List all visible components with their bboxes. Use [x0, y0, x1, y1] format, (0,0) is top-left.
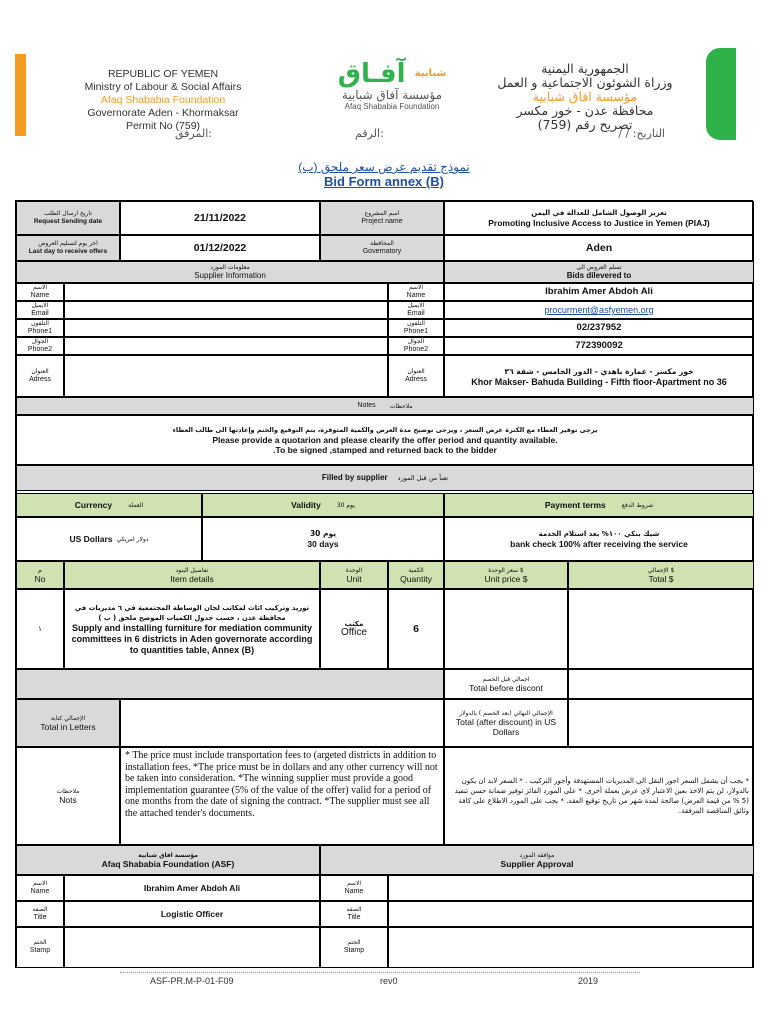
governorate-label: [320, 235, 444, 261]
value: Ibrahim Amer Abdoh Ali: [545, 286, 653, 297]
form-title-en: Bid Form annex (B): [324, 174, 444, 189]
unit-en: Office: [341, 626, 367, 638]
label-ar: مؤسسة افاق شبابية: [138, 851, 198, 859]
label-ar: تسلم العروض الى: [576, 263, 622, 271]
label-ar: الاسم: [32, 879, 48, 887]
label-en: Bids dilevered to: [566, 270, 632, 280]
label-ar: الاسم: [408, 283, 424, 291]
header-green-bar: [706, 48, 736, 140]
label-en: Afaq Shababia Foundation (ASF): [101, 858, 235, 869]
value: Ibrahim Amer Abdoh Ali: [143, 883, 241, 893]
label-ar: الكمية: [408, 566, 424, 574]
conditions-ar: [444, 747, 754, 845]
label-ar: الاسم: [32, 283, 48, 291]
label-ar: اخر يوم لتسليم العروض: [38, 239, 98, 247]
supplier-address-label: [16, 355, 64, 397]
validity-value[interactable]: [202, 517, 444, 561]
col-qty-header: [388, 561, 444, 589]
supplier-sign-name-field[interactable]: [388, 875, 754, 901]
total-letters-label: [16, 699, 120, 747]
value: Logistic Officer: [160, 909, 224, 919]
label-ar: تعبأ من قبل المورد: [397, 473, 449, 482]
notes-header: [16, 397, 754, 415]
label-en: Name: [30, 291, 50, 299]
total-after-label: [444, 699, 568, 747]
procurement-email-link[interactable]: procurment@asfyemen.org: [544, 305, 654, 315]
label-ar: موافقه المورد: [519, 851, 555, 859]
receiver-address-label: [388, 355, 444, 397]
label-ar: اجمالي قبل الخصم: [482, 675, 530, 683]
label-en: Notes: [357, 402, 376, 409]
label-en: Unit price $: [484, 573, 528, 584]
total-after-field[interactable]: [568, 699, 754, 747]
item-quantity: [388, 589, 444, 669]
label-en: Total $: [648, 573, 674, 584]
value: 02/237952: [576, 322, 622, 333]
header-left-line: Permit No (759): [125, 120, 201, 132]
header-left-line: REPUBLIC OF YEMEN: [107, 68, 219, 80]
label-ar: الاسم: [346, 879, 362, 887]
label-ar: م: [38, 566, 42, 574]
label-ar: الإجمالي $: [647, 566, 675, 574]
header-right-line: مؤسسة افاق شبابية: [532, 89, 638, 104]
supplier-phone1-label: [16, 319, 64, 337]
label-en: Project name: [361, 217, 403, 225]
label-en: Email: [407, 309, 425, 317]
label-ar: معلومات المورد: [210, 263, 250, 271]
label-en: No: [34, 573, 46, 584]
label-ar: ملاحظات: [56, 787, 80, 795]
supplier-sign-name-label: [320, 875, 388, 901]
col-no-header: [16, 561, 64, 589]
conditions-text-en: * The price must include transportation fees to (argeted districts in addition to installation fees. *The price must be in dollars and any other currency will not be taken into consideration. *The winning supplier must provide a good implementation guarantee (5% of the value of the offer) valid for a period of one months from the date of signing the contract. *The supplier must see all the attached tender's documents.: [125, 750, 438, 819]
currency-value[interactable]: [16, 517, 202, 561]
label-en: Email: [31, 309, 49, 317]
project-name-value: [444, 201, 754, 235]
foundation-logo: [322, 60, 462, 111]
value: 6: [413, 623, 419, 635]
label-en: Governatory: [362, 247, 402, 255]
notes-ar: يرجى توفير العطاء مع الكترة عرض السعر ، ويرجى توضيح مدة العرض والكمية المتوفرة، يتم التوقيع والختم وإعادتها الى طالب العطاء: [172, 425, 598, 434]
value: 01/12/2022: [193, 242, 247, 254]
supplier-info-header: [16, 261, 444, 283]
label-ar: اسم المشروع: [364, 209, 400, 217]
item-unit: [320, 589, 388, 669]
label-en: Total (after discount) in US Dollars: [455, 716, 557, 737]
asf-title-value: [64, 901, 320, 927]
total-before-label: [444, 669, 568, 699]
header-right-line: محافظة عدن - خور مكسر: [516, 103, 654, 118]
project-name-label: [320, 201, 444, 235]
label-ar: الإجمالي كتابة: [50, 714, 86, 722]
receiver-phone2-label: [388, 337, 444, 355]
label-en: Title: [33, 913, 47, 921]
footer-year: 2019: [578, 976, 599, 986]
label-ar: الختم: [347, 939, 361, 946]
receiver-phone1-value: [444, 319, 754, 337]
label-en: Currency: [74, 500, 113, 510]
label-ar: تفاصيل البنود: [175, 566, 209, 574]
header-right-line: الجمهورية اليمنية: [541, 61, 629, 76]
asf-stamp-label: [16, 927, 64, 968]
receiver-email-value: [444, 301, 754, 319]
label-en: Item details: [170, 573, 214, 584]
currency-header: [16, 493, 202, 517]
receiver-email-label: [388, 301, 444, 319]
value-ar: خور مكسر - عمارة باهدي - الدور الخامس - شقة ٣٦: [504, 366, 694, 376]
item-total-field[interactable]: [568, 589, 754, 669]
payment-terms-header: [444, 493, 754, 517]
supplier-sign-title-label: [320, 901, 388, 927]
logo-main: آفـاق: [337, 59, 406, 89]
label-ar: التلفون: [31, 319, 49, 327]
label-en: Phone1: [27, 327, 53, 335]
value: Aden: [585, 242, 613, 254]
supplier-name-label: [16, 283, 64, 301]
governorate-value: [444, 235, 754, 261]
col-unit-header: [320, 561, 388, 589]
notes-en2: .To be signed ,stamped and returned back to the bidder: [273, 444, 497, 455]
label-en: Validity: [291, 500, 321, 510]
details-ar: توريد وتركيب اثاث لمكاتب لجان الوساطة المجتمعية في ٦ مديريات في محافظة عدن ، حسب جدول الكميات الموضح ملحق ( ب ): [74, 603, 310, 622]
payment-terms-value[interactable]: [444, 517, 754, 561]
label-en: Name: [344, 887, 364, 895]
col-unit-price-header: [444, 561, 568, 589]
footer-form-code: ASF-PR.M-P-01-F09: [150, 976, 234, 986]
label-en: Last day to receive offers: [28, 247, 108, 255]
item-unit-price-field[interactable]: [444, 589, 568, 669]
notes-body: [16, 415, 754, 465]
supplier-name-field[interactable]: [64, 283, 388, 301]
supplier-phone1-field[interactable]: [64, 319, 388, 337]
label-ar: الإجمالي النهائي (بعد الخصم ) بالدولار: [459, 709, 553, 717]
supplier-address-field[interactable]: [64, 355, 388, 397]
label-en: Adress: [29, 375, 51, 383]
supplier-stamp-label: [320, 927, 388, 968]
supplier-phone2-field[interactable]: [64, 337, 388, 355]
label-en: Quantity: [400, 573, 432, 584]
value: ١: [38, 624, 42, 633]
label-ar: العملة: [128, 501, 144, 509]
label-ar: سعر الوحدة $: [488, 566, 524, 574]
asf-name-value: [64, 875, 320, 901]
supplier-sign-title-field[interactable]: [388, 901, 754, 927]
notes-en1: Please provide a quotarion and please clearify the offer period and quantity available.: [212, 434, 558, 445]
value-en: US Dollars: [69, 534, 113, 544]
value-en: bank check 100% after receiving the service: [510, 539, 688, 549]
col-details-header: [64, 561, 320, 589]
value-en: Promoting Inclusive Access to Justice in Yemen (PIAJ): [488, 217, 710, 228]
conditions-en: [120, 747, 444, 845]
label-ar: العنوان: [31, 367, 49, 375]
label-en: Stamp: [343, 947, 365, 954]
label-ar: التلفون: [407, 319, 425, 327]
receiver-phone1-label: [388, 319, 444, 337]
logo-arabic-title: [322, 60, 462, 88]
label-ar: الجوال: [31, 337, 49, 345]
value-ar: شيك بنكي ١٠٠% بعد استلام الخدمة: [538, 530, 660, 538]
asf-title-label: [16, 901, 64, 927]
value: 772390092: [575, 340, 623, 351]
label-en: Unit: [346, 573, 362, 584]
label-en: Phone1: [403, 327, 429, 335]
receiver-name-label: [388, 283, 444, 301]
request-date-value: [120, 201, 320, 235]
label-en: Supplier Approval: [500, 858, 574, 869]
ref-number: الرقم:: [355, 127, 384, 140]
value-ar: يوم 30: [309, 529, 337, 538]
label-en: Phone2: [27, 345, 53, 353]
last-day-label: [16, 235, 120, 261]
logo-english-name: Afaq Shababia Foundation: [344, 102, 440, 111]
item-no: [16, 589, 64, 669]
label-en: Phone2: [403, 345, 429, 353]
label-ar: الايميل: [407, 301, 425, 309]
value-en: 30 days: [307, 539, 339, 549]
label-ar: الايميل: [31, 301, 49, 309]
unit-ar: مكتب: [344, 619, 364, 628]
footer-divider: [120, 972, 640, 973]
label-ar: المحافظة: [370, 239, 394, 247]
bid-form-table: [15, 200, 753, 968]
label-ar: العنوان: [407, 367, 425, 375]
logo-tag: شبابية: [414, 68, 447, 79]
label-en: Supplier Information: [194, 270, 266, 280]
footer-revision: rev0: [380, 976, 398, 986]
label-en: Stamp: [29, 947, 51, 954]
label-en: Nots: [59, 794, 77, 805]
ref-attachment: المرفق:: [175, 127, 212, 140]
label-ar: تاريخ ارسال الطلب: [44, 209, 92, 217]
label-ar: الجوال: [407, 337, 425, 345]
label-en: Request Sending date: [33, 217, 103, 225]
supplier-stamp-field[interactable]: [388, 927, 754, 968]
header-left-line: Ministry of Labour & Social Affairs: [84, 81, 242, 93]
bids-delivered-header: [444, 261, 754, 283]
header-left-block: [38, 68, 288, 133]
form-title-ar: نموذج تقديم عرض سعر ملحق (ب): [298, 160, 470, 174]
label-en: Name: [406, 291, 426, 299]
label-en: Title: [347, 913, 361, 921]
supplier-email-field[interactable]: [64, 301, 388, 319]
conditions-text-ar: * يجب أن يشمل السعر اجور النقل الى المديريات المستهدفة وأجور التركيب . * السعر لابد ان يكون بالدولار، لن يتم الاخذ بعين الاعتبار لاي عرض بعملة أخرى. * على المورد الفائز توفير ضمانة حسن تنفيذ (5 % من قيمة العرض) صالحة لمدة شهر من تاريخ توقيع العقد. * يجب على المورد الاطلاع على كافة وثائق المناقصة المرفقة.: [454, 777, 749, 815]
value: 21/11/2022: [194, 212, 246, 224]
label-ar: يوم 30: [336, 501, 355, 509]
label-ar: شروط الدفع: [621, 501, 654, 509]
header-right-line: تصريح رقم (759): [537, 117, 633, 132]
label-en: Payment terms: [544, 500, 606, 510]
value-en: Khor Makser- Bahuda Building - Fifth floor-Apartment no 36: [471, 376, 727, 387]
header-left-line: Afaq Shababia Foundation: [100, 94, 226, 106]
total-before-blank: [16, 669, 444, 699]
label-en: Adress: [405, 375, 427, 383]
label-ar: الختم: [33, 939, 47, 946]
receiver-address-value: [444, 355, 754, 397]
value-ar: تعزيز الوصول الشامل للعدالة في اليمن: [531, 208, 667, 217]
label-ar: الوحدة: [345, 566, 363, 574]
asf-signature-header: [16, 845, 320, 875]
receiver-phone2-value: [444, 337, 754, 355]
label-en: Total before discont: [469, 682, 543, 693]
header-right-line: وزراة الشوئون الاجتماعية و العمل: [497, 75, 673, 90]
supplier-email-label: [16, 301, 64, 319]
label-en: Name: [30, 887, 50, 895]
request-date-label: [16, 201, 120, 235]
supplier-phone2-label: [16, 337, 64, 355]
asf-stamp-field[interactable]: [64, 927, 320, 968]
total-before-field[interactable]: [568, 669, 754, 699]
label-ar: الصفه: [346, 905, 362, 913]
label-ar: الصفه: [32, 905, 48, 913]
item-details: [64, 589, 320, 669]
details-en: Supply and installing furniture for mediation community committees in 6 districts in Aden governorate according to quantities table, Annex (B): [71, 622, 313, 655]
col-total-header: [568, 561, 754, 589]
conditions-label: [16, 747, 120, 845]
label-en: Filled by supplier: [321, 473, 388, 482]
header-orange-bar: [15, 54, 26, 136]
filled-by-supplier-header: [16, 465, 754, 491]
label-en: Total in Letters: [40, 721, 96, 732]
header-left-line: Governorate Aden - Khormaksar: [87, 107, 239, 119]
total-letters-field[interactable]: [120, 699, 444, 747]
validity-header: [202, 493, 444, 517]
last-day-value: [120, 235, 320, 261]
supplier-approval-header: [320, 845, 754, 875]
logo-arabic-name: مؤسسة آفاق شبابية: [341, 88, 443, 102]
ref-date: التاريخ: / /: [618, 127, 665, 140]
value-ar: دولار امريكي: [116, 535, 149, 543]
receiver-name-value: [444, 283, 754, 301]
label-ar: ملاحظات: [389, 402, 413, 410]
header-right-block: [470, 62, 700, 132]
asf-name-label: [16, 875, 64, 901]
